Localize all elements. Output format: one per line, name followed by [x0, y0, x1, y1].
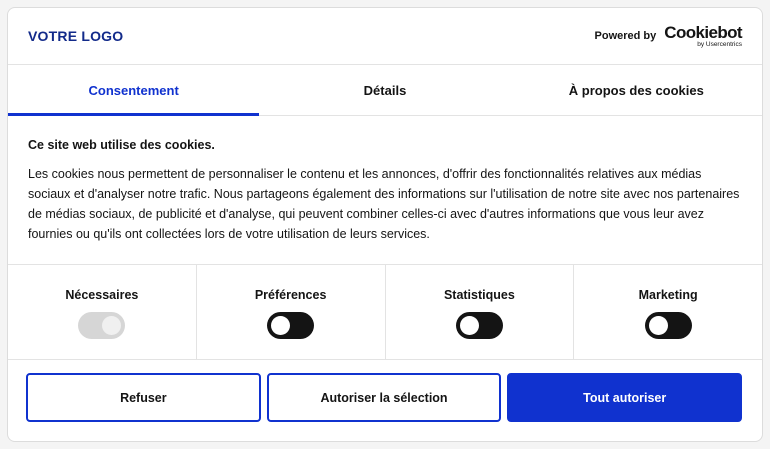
category-necessary: [8, 265, 197, 359]
toggle-knob: [102, 316, 121, 335]
tab-consent[interactable]: Consentement: [8, 65, 259, 115]
refuse-button[interactable]: Refuser: [26, 373, 261, 422]
powered-by[interactable]: [595, 24, 742, 49]
toggle-knob: [271, 316, 290, 335]
cookie-consent-dialog: [7, 7, 763, 442]
allow-all-button[interactable]: Tout autoriser: [507, 373, 742, 422]
consent-description: Les cookies nous permettent de personnaliser le contenu et les annonces, d'offrir des fonctionnalités relatives aux médias sociaux et d'analyser notre trafic. Nous partageons également des informations sur l'utilisation de notre site avec nos partenaires de médias sociaux, de publicité et d'analyse, qui peuvent combiner celles-ci avec d'autres informations que vous leur avez fournies ou qu'ils ont collectées lors de votre utilisation de leurs services.: [28, 167, 740, 241]
cookiebot-logo-sub: by Usercentrics: [697, 40, 742, 48]
powered-by-label: Powered by: [594, 30, 657, 42]
preferences-toggle[interactable]: [267, 312, 314, 339]
category-label: Préférences: [254, 288, 327, 302]
statistics-toggle[interactable]: [456, 312, 503, 339]
tab-details[interactable]: Détails: [363, 82, 407, 98]
cookie-categories: [8, 264, 762, 360]
cookiebot-logo-name: Cookiebot: [664, 22, 742, 42]
allow-selection-button[interactable]: Autoriser la sélection: [267, 373, 502, 422]
toggle-knob: [649, 316, 668, 335]
site-logo: VOTRE LOGO: [28, 28, 124, 44]
tab-bar: [8, 65, 762, 116]
category-marketing: [574, 265, 762, 359]
toggle-knob: [460, 316, 479, 335]
category-label: Nécessaires: [65, 288, 139, 302]
necessary-toggle: [78, 312, 125, 339]
consent-actions: [8, 360, 762, 422]
tab-about-cookies[interactable]: À propos des cookies: [568, 82, 704, 98]
category-label: Statistiques: [443, 288, 515, 302]
cookiebot-logo[interactable]: [664, 24, 742, 49]
marketing-toggle[interactable]: [645, 312, 692, 339]
category-statistics: [386, 265, 575, 359]
category-preferences: [197, 265, 386, 359]
dialog-header: [8, 8, 762, 65]
consent-title: Ce site web utilise des cookies.: [28, 138, 215, 152]
category-label: Marketing: [638, 288, 698, 302]
consent-content: [8, 116, 762, 264]
